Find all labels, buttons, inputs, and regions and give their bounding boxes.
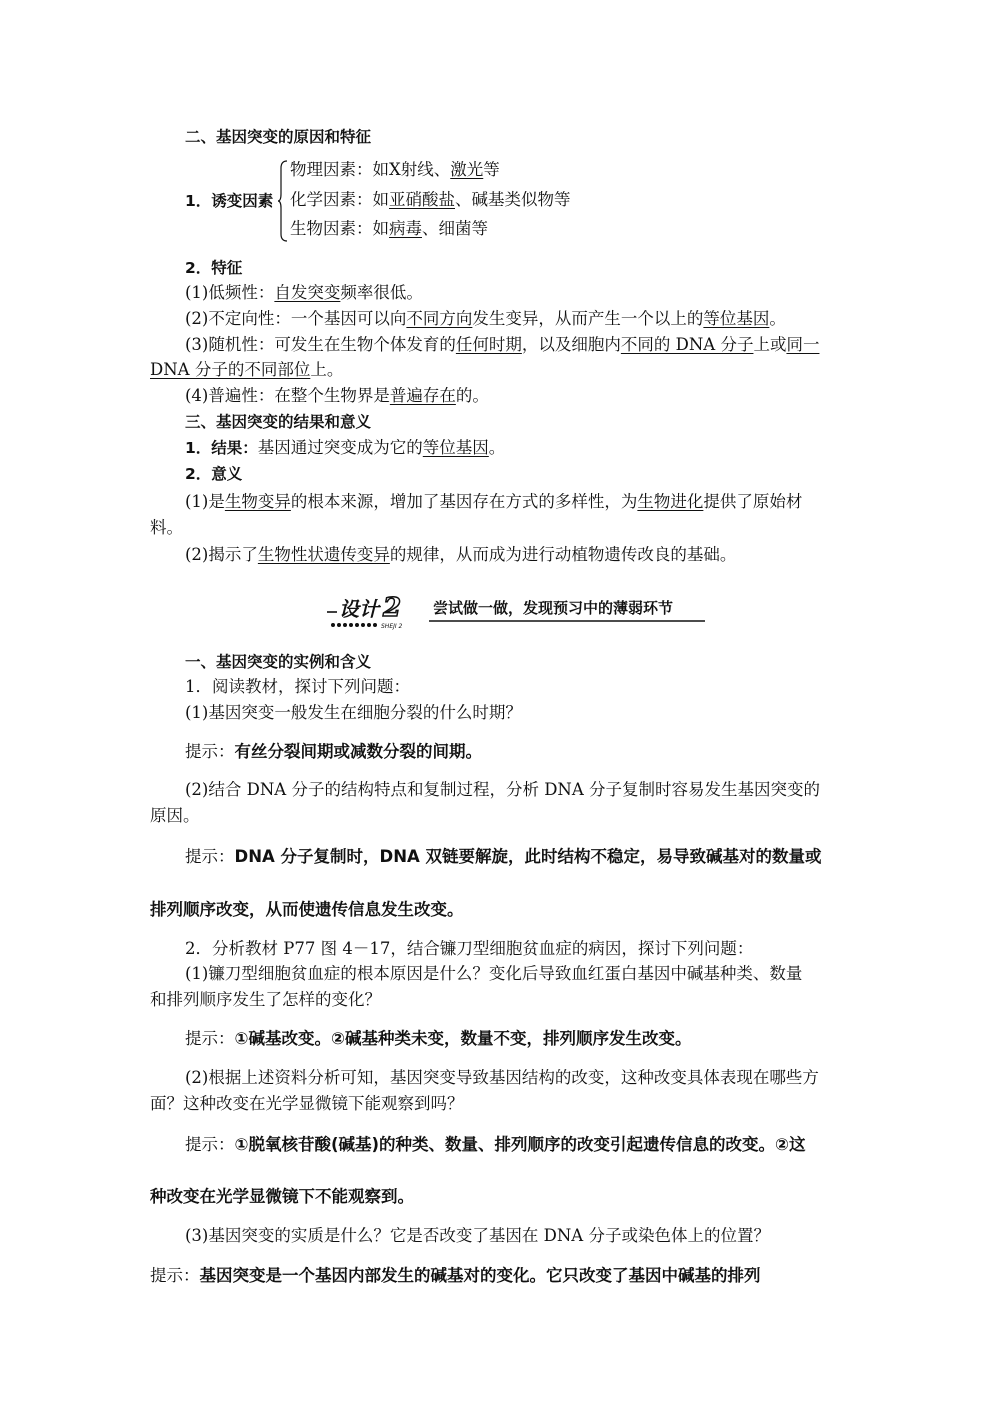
question-2a-cont: 和排列顺序发生了怎样的变化？ bbox=[150, 990, 381, 1009]
hint-4: 提示：①脱氧核苷酸(碱基)的种类、数量、排列顺序的改变引起遗传信息的改变。②这 bbox=[185, 1135, 806, 1154]
meaning-1: (1)是生物变异的根本来源，增加了基因存在方式的多样性，为生物进化提供了原始材 bbox=[185, 492, 803, 511]
feature-title: 2．特征 bbox=[185, 259, 243, 277]
factor-biological: 生物因素：如病毒、细菌等 bbox=[290, 219, 488, 238]
feature-1: (1)低频性：自发突变频率很低。 bbox=[185, 283, 423, 302]
hint-5: 提示：基因突变是一个基因内部发生的碱基对的变化。它只改变了基因中碱基的排列 bbox=[150, 1266, 761, 1285]
hint-3: 提示：①碱基改变。②碱基种类未变，数量不变，排列顺序发生改变。 bbox=[185, 1029, 692, 1048]
brace-icon bbox=[278, 160, 288, 242]
question-2b-cont: 面？这种改变在光学显微镜下能观察到吗？ bbox=[150, 1094, 464, 1113]
result-line: 1．结果：基因通过突变成为它的等位基因。 bbox=[185, 438, 506, 457]
section-heading: 一、基因突变的实例和含义 bbox=[185, 653, 372, 671]
section-heading: 二、基因突变的原因和特征 bbox=[185, 128, 372, 146]
factor-chemical: 化学因素：如亚硝酸盐、碱基类似物等 bbox=[290, 190, 571, 209]
question-2b: (2)根据上述资料分析可知，基因突变导致基因结构的改变，这种改变具体表现在哪些方 bbox=[185, 1068, 819, 1087]
feature-4: (4)普遍性：在整个生物界是普遍存在的。 bbox=[185, 386, 489, 405]
feature-3: (3)随机性：可发生在生物个体发育的任何时期，以及细胞内不同的 DNA 分子上或同一 bbox=[185, 335, 820, 354]
meaning-1-cont: 料。 bbox=[150, 518, 183, 537]
section-heading: 三、基因突变的结果和意义 bbox=[185, 413, 372, 431]
question-1: 1．阅读教材，探讨下列问题： bbox=[185, 677, 410, 696]
hint-1: 提示：有丝分裂间期或减数分裂的间期。 bbox=[185, 742, 482, 761]
meaning-2: (2)揭示了生物性状遗传变异的规律，从而成为进行动植物遗传改良的基础。 bbox=[185, 545, 737, 564]
question-1b-cont: 原因。 bbox=[150, 806, 200, 825]
design-slogan: 尝试做一做，发现预习中的薄弱环节 bbox=[433, 599, 674, 617]
feature-3-cont: DNA 分子的不同部位上。 bbox=[150, 360, 344, 379]
logo-number: 2 bbox=[383, 593, 402, 623]
logo-text: 设计 bbox=[339, 597, 379, 621]
design-2-banner bbox=[325, 592, 705, 632]
factor-physical: 物理因素：如X射线、激光等 bbox=[290, 160, 500, 179]
feature-2: (2)不定向性：一个基因可以向不同方向发生变异，从而产生一个以上的等位基因。 bbox=[185, 309, 786, 328]
hint-2: 提示：DNA 分子复制时，DNA 双链要解旋，此时结构不稳定，易导致碱基对的数量或 bbox=[185, 847, 822, 866]
question-1a: (1)基因突变一般发生在细胞分裂的什么时期？ bbox=[185, 703, 522, 722]
hint-2-cont: 排列顺序改变，从而使遗传信息发生改变。 bbox=[150, 900, 464, 919]
question-2c: (3)基因突变的实质是什么？它是否改变了基因在 DNA 分子或染色体上的位置？ bbox=[185, 1226, 770, 1245]
hint-4-cont: 种改变在光学显微镜下不能观察到。 bbox=[150, 1187, 414, 1206]
question-2: 2．分析教材 P77 图 4－17，结合镰刀型细胞贫血症的病因，探讨下列问题： bbox=[185, 939, 754, 958]
question-2a: (1)镰刀型细胞贫血症的根本原因是什么？变化后导致血红蛋白基因中碱基种类、数量 bbox=[185, 964, 803, 983]
factor-label: 1．诱变因素 bbox=[185, 192, 274, 210]
question-1b: (2)结合 DNA 分子的结构特点和复制过程，分析 DNA 分子复制时容易发生基因突变的 bbox=[185, 780, 821, 799]
meaning-title: 2．意义 bbox=[185, 465, 243, 483]
logo-subtext: SHEJI 2 bbox=[381, 623, 403, 630]
